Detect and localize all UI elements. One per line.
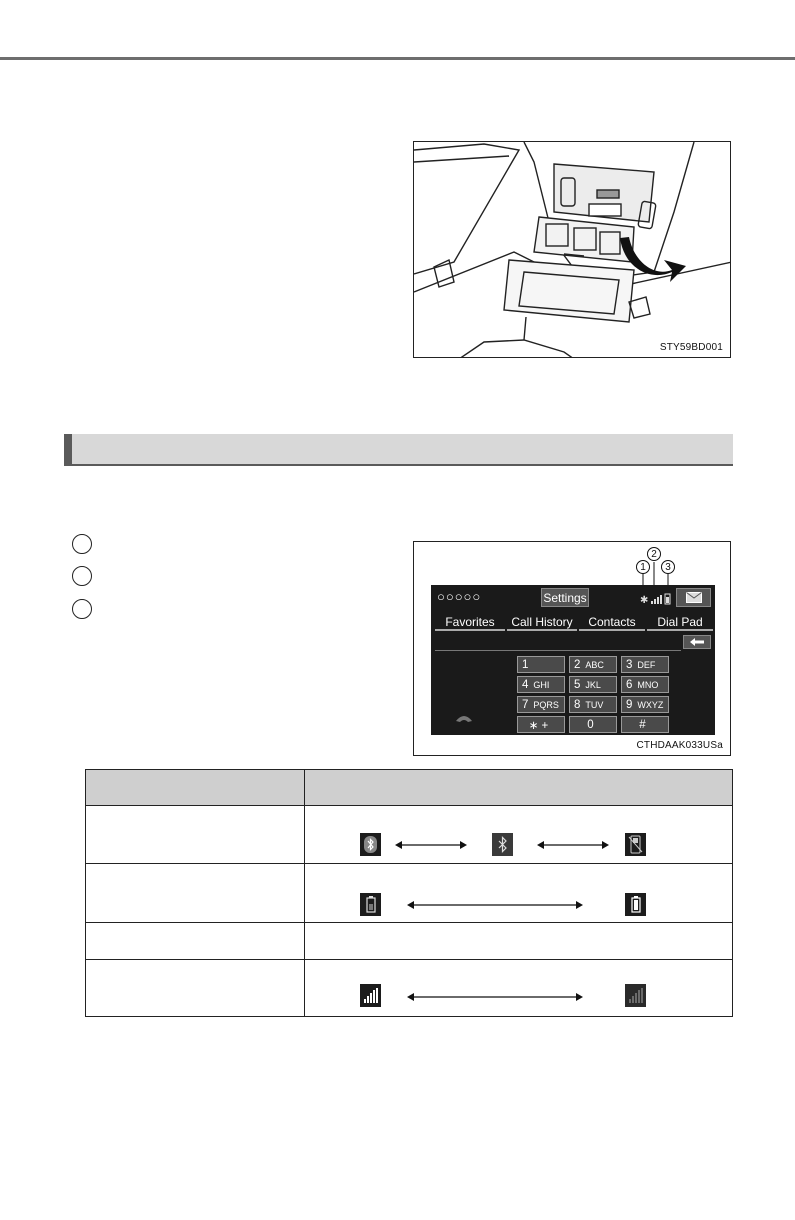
keypad-key-letters: WXYZ: [637, 699, 664, 710]
settings-button[interactable]: Settings: [541, 588, 589, 607]
backspace-arrow-icon: [690, 638, 704, 646]
status-icons: [639, 592, 673, 606]
keypad-key-number: ∗ +: [528, 719, 549, 732]
double-arrow: [407, 992, 583, 1002]
call-handset-icon[interactable]: [455, 713, 473, 723]
bluetooth-icon: [492, 833, 513, 856]
keypad-key[interactable]: [569, 656, 617, 673]
message-button[interactable]: [676, 588, 711, 607]
keypad-key[interactable]: [569, 696, 617, 713]
keypad-key-letters: TUV: [585, 699, 604, 710]
keypad-key-number: 1: [522, 658, 529, 671]
keypad-key[interactable]: [569, 676, 617, 693]
dial-number-display: [435, 636, 681, 651]
keypad-key[interactable]: [569, 716, 617, 733]
keypad-key[interactable]: [621, 656, 669, 673]
table-header-row: [86, 770, 732, 806]
battery-low-icon: [360, 893, 381, 916]
keypad-key[interactable]: [517, 696, 565, 713]
icon-status-table: [85, 769, 733, 1017]
double-arrow: [537, 840, 609, 850]
numbered-callout-2: [72, 566, 92, 586]
phone-icon: [625, 833, 646, 856]
overhead-console-figure: [413, 141, 731, 358]
section-header-bar: [64, 434, 733, 464]
keypad-key[interactable]: [517, 716, 565, 733]
keypad-key[interactable]: [621, 696, 669, 713]
bluetooth-status-icon: ✱: [640, 595, 649, 606]
keypad-key-letters: ABC: [585, 659, 604, 670]
status-dots: ○○○○○: [437, 589, 482, 604]
numbered-callout-1: [72, 534, 92, 554]
table-column-divider: [304, 770, 305, 1016]
tab-dial-pad[interactable]: Dial Pad: [647, 614, 713, 631]
section-header-tab: [64, 434, 72, 464]
battery-full-icon: [625, 893, 646, 916]
section-header-underline: [64, 464, 733, 466]
overhead-console-drawing: [414, 142, 731, 358]
signal-status-icon: [651, 595, 662, 604]
signal-weak-icon: [625, 984, 646, 1007]
keypad-key-letters: GHI: [533, 679, 550, 690]
numbered-callout-3: [72, 599, 92, 619]
double-arrow: [407, 900, 583, 910]
phone-screen-figure: [413, 541, 731, 756]
envelope-icon: [686, 592, 702, 603]
tab-contacts[interactable]: Contacts: [579, 614, 645, 631]
keypad-key[interactable]: [621, 716, 669, 733]
callout-leaders: [414, 542, 731, 587]
keypad-key-letters: JKL: [585, 679, 601, 690]
keypad-key-number: 4: [522, 678, 529, 691]
keypad-key-number: 8: [574, 698, 581, 711]
keypad-key[interactable]: [517, 676, 565, 693]
callout-1: 1: [636, 560, 650, 574]
table-row-divider: [86, 863, 732, 864]
double-arrow: [395, 840, 467, 850]
backspace-button[interactable]: [683, 635, 711, 649]
tab-call-history[interactable]: Call History: [507, 614, 577, 631]
keypad-key-number: #: [639, 718, 646, 731]
keypad-key-number: 6: [626, 678, 633, 691]
keypad-key[interactable]: [621, 676, 669, 693]
table-row-divider: [86, 922, 732, 923]
figure-code: CTHDAAK033USa: [636, 740, 723, 751]
keypad-key-number: 2: [574, 658, 581, 671]
callout-2: 2: [647, 547, 661, 561]
keypad-key-number: 3: [626, 658, 633, 671]
phone-screen: [431, 585, 715, 735]
signal-strong-icon: [360, 984, 381, 1007]
keypad-key-number: 7: [522, 698, 529, 711]
figure-code: STY59BD001: [659, 342, 723, 353]
page-top-rule: [0, 57, 795, 60]
table-row-divider: [86, 959, 732, 960]
keypad-key-number: 9: [626, 698, 633, 711]
bluetooth-connected-icon: [360, 833, 381, 856]
keypad-key-number: 5: [574, 678, 581, 691]
keypad-key[interactable]: [517, 656, 565, 673]
tab-favorites[interactable]: Favorites: [435, 614, 505, 631]
keypad-key-letters: PQRS: [533, 699, 559, 710]
callout-3: 3: [661, 560, 675, 574]
keypad-key-letters: MNO: [637, 679, 659, 690]
keypad-key-letters: DEF: [637, 659, 656, 670]
keypad-key-number: 0: [587, 718, 594, 731]
